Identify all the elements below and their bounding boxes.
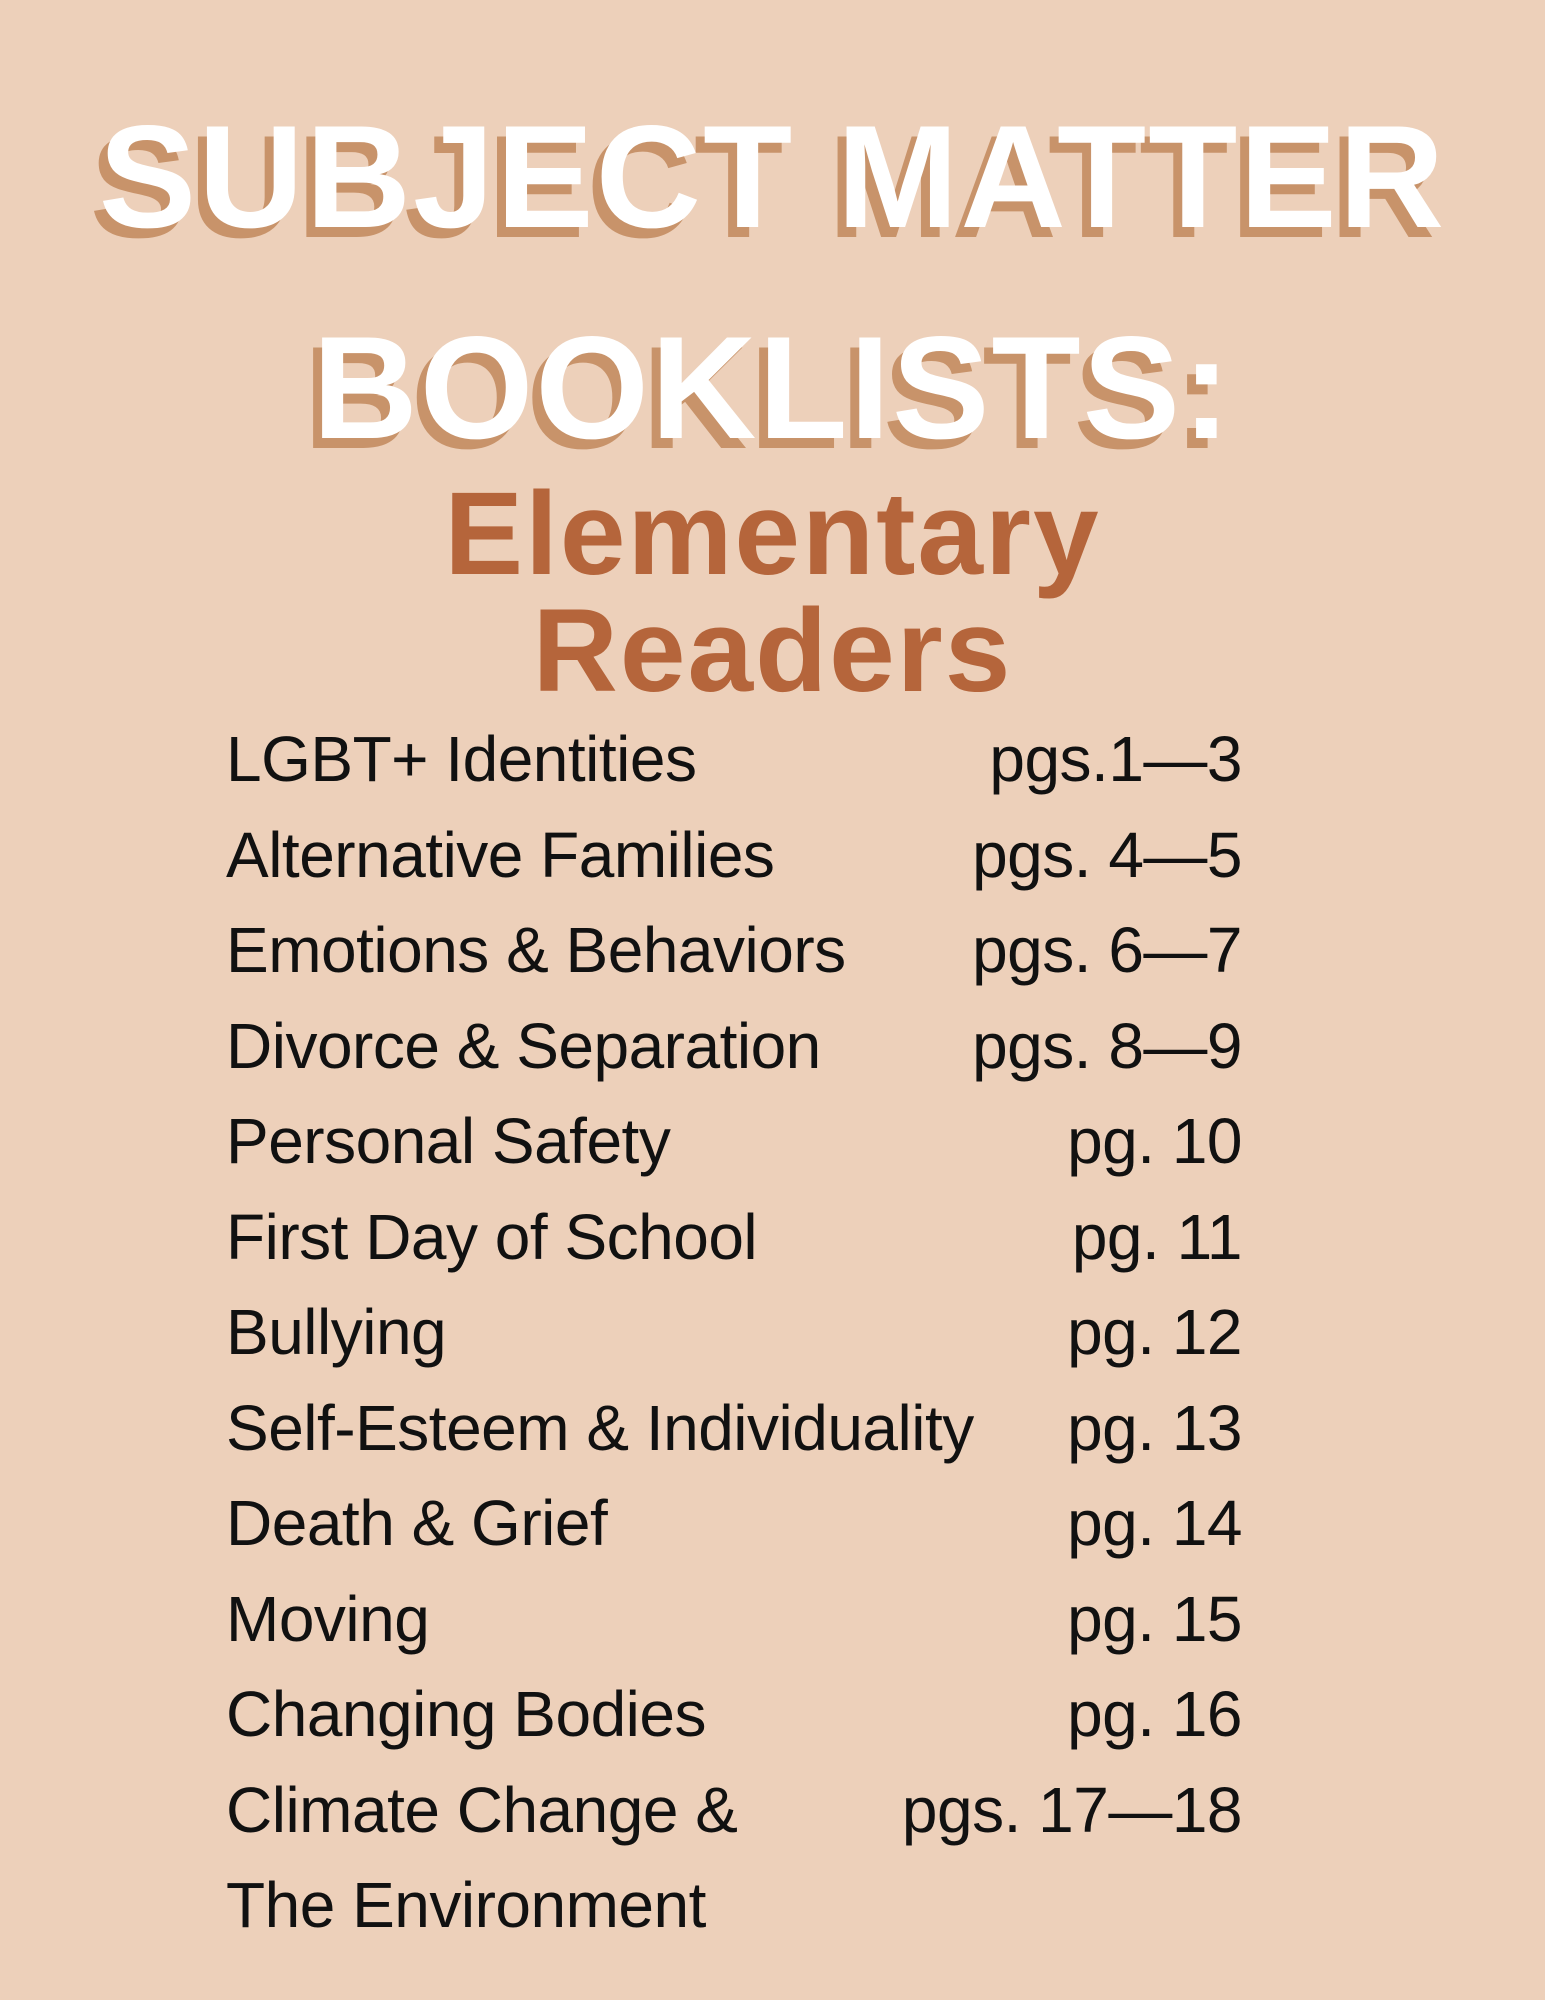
topic-label: Moving <box>226 1582 430 1655</box>
topic-label: First Day of School <box>226 1200 758 1273</box>
list-item <box>226 1285 1242 1381</box>
list-item <box>226 1476 1242 1572</box>
list-item <box>226 1381 1242 1477</box>
list-item <box>226 1763 1242 1859</box>
list-item <box>226 1572 1242 1668</box>
list-item <box>226 903 1242 999</box>
page-range: pg. 10 <box>1067 1105 1242 1177</box>
list-item <box>226 1094 1242 1190</box>
page-range: pg. 14 <box>1067 1487 1242 1559</box>
topic-label: LGBT+ Identities <box>226 723 697 795</box>
topic-label: Bullying <box>226 1296 447 1368</box>
topic-label: Personal Safety <box>226 1105 671 1177</box>
topic-label: Emotions & Behaviors <box>226 914 846 986</box>
subtitle-line-2: Readers <box>532 585 1013 717</box>
list-item <box>226 808 1242 904</box>
booklist-table-of-contents <box>226 712 1242 1953</box>
list-item <box>226 712 1242 808</box>
page-range: pgs. 8—9 <box>972 1009 1242 1082</box>
list-item <box>226 999 1242 1095</box>
page-range: pgs. 6—7 <box>972 914 1242 986</box>
topic-label: Divorce & Separation <box>226 1009 821 1082</box>
page-range: pg. 13 <box>1067 1391 1242 1464</box>
page-range: pg. 16 <box>1067 1678 1242 1750</box>
page-range: pgs. 4—5 <box>972 818 1242 891</box>
list-item <box>226 1667 1242 1763</box>
page-range: pgs.1—3 <box>989 723 1242 795</box>
topic-label: Climate Change & <box>226 1773 738 1846</box>
topic-label-continuation: The Environment <box>226 1869 706 1941</box>
topic-label: Death & Grief <box>226 1487 608 1559</box>
page-range: pg. 12 <box>1067 1296 1242 1368</box>
page-range: pg. 15 <box>1067 1582 1242 1655</box>
topic-label: Self-Esteem & Individuality <box>226 1391 974 1464</box>
title-line-2: BOOKLISTS: <box>312 306 1233 469</box>
page-range: pgs. 17—18 <box>901 1773 1242 1846</box>
topic-label: Changing Bodies <box>226 1678 706 1750</box>
subtitle-line-1: Elementary <box>444 468 1101 600</box>
title-line-1: SUBJECT MATTER <box>98 95 1447 258</box>
list-item <box>226 1190 1242 1286</box>
topic-label: Alternative Families <box>226 818 775 891</box>
page-range: pg. 11 <box>1071 1200 1242 1273</box>
